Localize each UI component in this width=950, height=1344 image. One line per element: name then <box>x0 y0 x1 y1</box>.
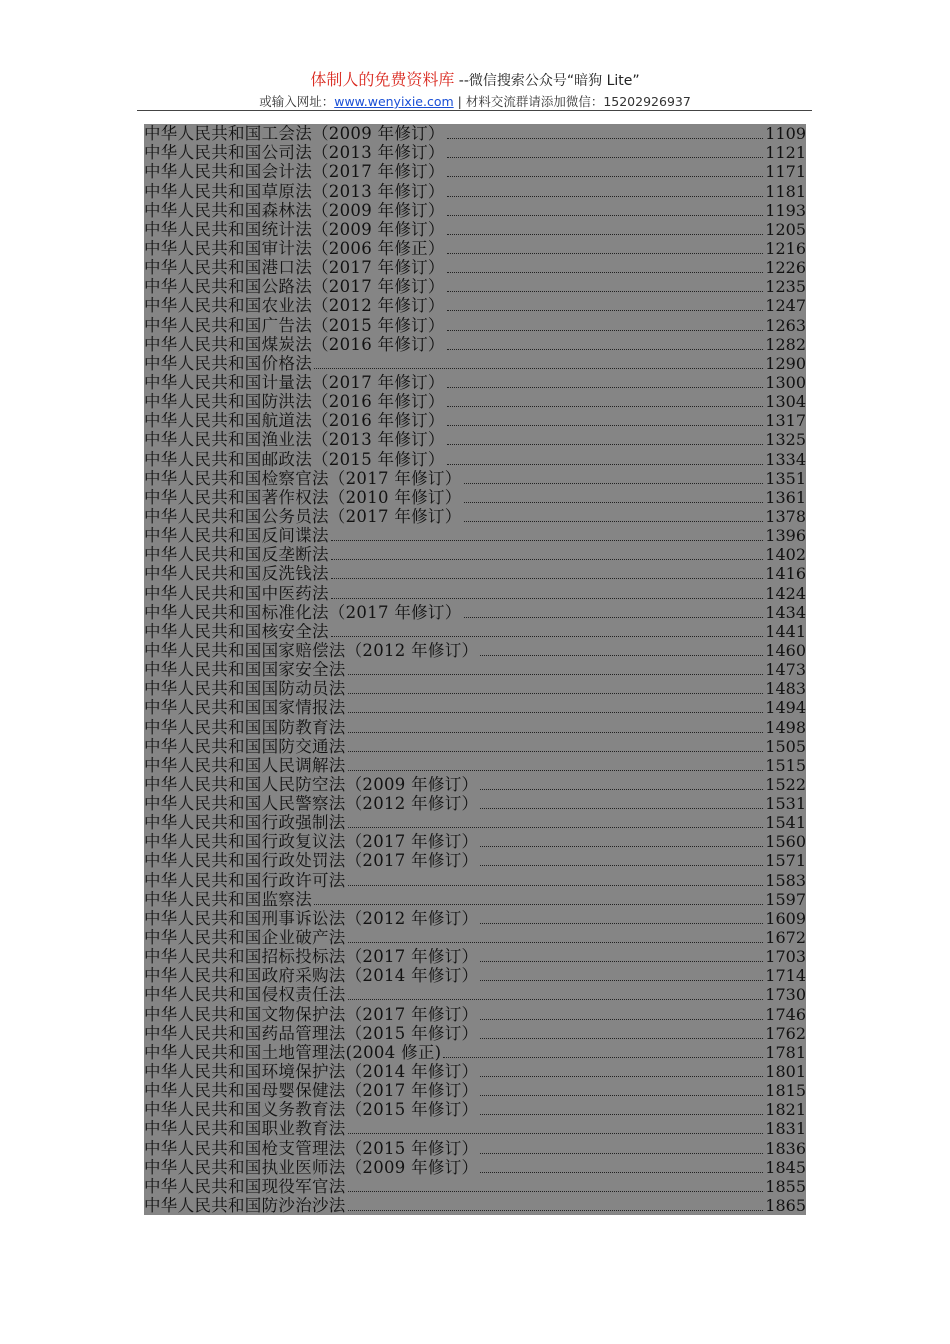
toc-entry-title: 中华人民共和国反垄断法 <box>144 545 329 565</box>
toc-entry[interactable] <box>144 832 806 851</box>
toc-entry-title: 中华人民共和国监察法 <box>144 889 312 909</box>
toc-entry[interactable] <box>144 162 806 181</box>
toc-entry-title: 中华人民共和国防洪法（2016 年修订） <box>144 392 445 412</box>
toc-entry-title: 中华人民共和国义务教育法（2015 年修订） <box>144 1100 479 1120</box>
toc-entry[interactable] <box>144 1081 806 1100</box>
toc-entry-page-number: 1522 <box>765 774 806 794</box>
toc-leader-dots <box>464 520 764 522</box>
toc-leader-dots <box>331 539 763 541</box>
toc-entry-page-number: 1334 <box>765 449 806 469</box>
toc-leader-dots <box>447 214 764 216</box>
toc-entry-title: 中华人民共和国检察官法（2017 年修订） <box>144 468 462 488</box>
toc-entry[interactable] <box>144 947 806 966</box>
toc-entry-title: 中华人民共和国药品管理法（2015 年修订） <box>144 1023 479 1043</box>
toc-entry[interactable] <box>144 1158 806 1177</box>
toc-entry-title: 中华人民共和国行政处罚法（2017 年修订） <box>144 851 479 871</box>
toc-entry-title: 中华人民共和国国防教育法 <box>144 717 346 737</box>
page-header <box>0 70 950 111</box>
toc-entry-title: 中华人民共和国政府采购法（2014 年修订） <box>144 966 479 986</box>
toc-entry-page-number: 1263 <box>765 315 806 335</box>
toc-entry-title: 中华人民共和国航道法（2016 年修订） <box>144 411 445 431</box>
toc-entry-title: 中华人民共和国招标投标法（2017 年修订） <box>144 947 479 967</box>
toc-entry-title: 中华人民共和国国防交通法 <box>144 736 346 756</box>
toc-leader-dots <box>447 252 764 254</box>
toc-entry[interactable] <box>144 392 806 411</box>
toc-entry[interactable] <box>144 239 806 258</box>
toc-leader-dots <box>348 769 764 771</box>
toc-entry-title: 中华人民共和国煤炭法（2016 年修订） <box>144 334 445 354</box>
toc-entry-page-number: 1821 <box>765 1100 806 1120</box>
toc-entry[interactable] <box>144 373 806 392</box>
toc-leader-dots <box>447 463 764 465</box>
toc-entry-page-number: 1351 <box>765 468 806 488</box>
toc-entry-page-number: 1460 <box>765 640 806 660</box>
toc-leader-dots <box>480 1018 763 1020</box>
toc-entry-page-number: 1171 <box>765 162 806 182</box>
toc-leader-dots <box>480 788 763 790</box>
toc-entry-page-number: 1560 <box>765 832 806 852</box>
toc-entry-page-number: 1216 <box>765 238 806 258</box>
toc-leader-dots <box>447 195 764 197</box>
toc-entry-page-number: 1703 <box>765 947 806 967</box>
toc-entry-page-number: 1247 <box>765 296 806 316</box>
toc-leader-dots <box>447 271 764 273</box>
toc-entry-title: 中华人民共和国刑事诉讼法（2012 年修订） <box>144 908 479 928</box>
toc-entry[interactable] <box>144 1119 806 1138</box>
toc-entry-page-number: 1815 <box>765 1081 806 1101</box>
toc-entry[interactable] <box>144 1004 806 1023</box>
toc-entry-title: 中华人民共和国广告法（2015 年修订） <box>144 315 445 335</box>
toc-leader-dots <box>348 731 764 733</box>
toc-entry-page-number: 1416 <box>765 564 806 584</box>
toc-leader-dots <box>480 1152 763 1154</box>
toc-entry-page-number: 1781 <box>765 1042 806 1062</box>
toc-entry[interactable] <box>144 813 806 832</box>
toc-leader-dots <box>348 673 764 675</box>
toc-entry[interactable] <box>144 583 806 602</box>
toc-entry[interactable] <box>144 258 806 277</box>
toc-entry-page-number: 1583 <box>765 870 806 890</box>
toc-entry-page-number: 1226 <box>765 258 806 278</box>
toc-entry-page-number: 1193 <box>765 200 806 220</box>
toc-entry[interactable] <box>144 909 806 928</box>
toc-leader-dots <box>480 960 763 962</box>
toc-entry-page-number: 1290 <box>765 353 806 373</box>
toc-entry-page-number: 1505 <box>765 736 806 756</box>
toc-entry[interactable] <box>144 737 806 756</box>
toc-entry[interactable] <box>144 315 806 334</box>
toc-entry-title: 中华人民共和国标准化法（2017 年修订） <box>144 602 462 622</box>
toc-entry[interactable] <box>144 430 806 449</box>
header-divider <box>137 110 812 111</box>
toc-entry-page-number: 1304 <box>765 392 806 412</box>
toc-leader-dots <box>464 482 764 484</box>
toc-entry-title: 中华人民共和国职业教育法 <box>144 1119 346 1139</box>
toc-entry-page-number: 1865 <box>765 1196 806 1216</box>
toc-leader-dots <box>464 616 764 618</box>
toc-leader-dots <box>480 807 763 809</box>
toc-leader-dots <box>480 1037 763 1039</box>
toc-entry-page-number: 1473 <box>765 660 806 680</box>
toc-entry-title: 中华人民共和国审计法（2006 年修正） <box>144 238 445 258</box>
toc-entry[interactable] <box>144 794 806 813</box>
toc-entry[interactable] <box>144 124 806 143</box>
toc-leader-dots <box>447 424 764 426</box>
toc-entry[interactable] <box>144 296 806 315</box>
toc-entry-title: 中华人民共和国侵权责任法 <box>144 985 346 1005</box>
toc-leader-dots <box>331 597 763 599</box>
toc-leader-dots <box>314 903 763 905</box>
toc-leader-dots <box>447 309 764 311</box>
toc-entry[interactable] <box>144 870 806 889</box>
toc-entry[interactable] <box>144 488 806 507</box>
toc-entry[interactable] <box>144 928 806 947</box>
toc-entry-page-number: 1434 <box>765 602 806 622</box>
toc-entry-title: 中华人民共和国现役军官法 <box>144 1176 346 1196</box>
toc-entry-title: 中华人民共和国国防动员法 <box>144 679 346 699</box>
toc-entry-title: 中华人民共和国国家情报法 <box>144 698 346 718</box>
toc-leader-dots <box>447 348 764 350</box>
toc-leader-dots <box>480 654 763 656</box>
toc-entry-title: 中华人民共和国土地管理法(2004 修正) <box>144 1042 442 1062</box>
toc-entry-title: 中华人民共和国行政强制法 <box>144 813 346 833</box>
toc-entry-page-number: 1441 <box>765 621 806 641</box>
toc-leader-dots <box>447 329 764 331</box>
toc-entry[interactable] <box>144 660 806 679</box>
toc-entry-page-number: 1361 <box>765 487 806 507</box>
toc-entry[interactable] <box>144 526 806 545</box>
toc-entry-page-number: 1714 <box>765 966 806 986</box>
toc-entry-page-number: 1424 <box>765 583 806 603</box>
brand-title: 体制人的免费资料库 <box>310 70 455 89</box>
wechat-contact: | 材料交流群请添加微信：15202926937 <box>453 94 691 109</box>
toc-entry-title: 中华人民共和国著作权法（2010 年修订） <box>144 487 462 507</box>
toc-entry-title: 中华人民共和国国家安全法 <box>144 660 346 680</box>
toc-entry-title: 中华人民共和国森林法（2009 年修订） <box>144 200 445 220</box>
toc-leader-dots <box>447 405 764 407</box>
toc-entry[interactable] <box>144 201 806 220</box>
toc-entry-page-number: 1609 <box>765 908 806 928</box>
toc-leader-dots <box>447 156 764 158</box>
toc-entry[interactable] <box>144 679 806 698</box>
toc-entry[interactable] <box>144 469 806 488</box>
toc-leader-dots <box>348 692 764 694</box>
toc-entry-title: 中华人民共和国价格法 <box>144 353 312 373</box>
toc-entry-title: 中华人民共和国反洗钱法 <box>144 564 329 584</box>
toc-entry-title: 中华人民共和国人民调解法 <box>144 755 346 775</box>
toc-leader-dots <box>443 1056 763 1058</box>
toc-entry[interactable] <box>144 545 806 564</box>
toc-entry[interactable] <box>144 698 806 717</box>
toc-entry-page-number: 1801 <box>765 1062 806 1082</box>
toc-entry[interactable] <box>144 220 806 239</box>
toc-leader-dots <box>447 386 764 388</box>
toc-entry[interactable] <box>144 717 806 736</box>
toc-entry[interactable] <box>144 641 806 660</box>
toc-entry-title: 中华人民共和国会计法（2017 年修订） <box>144 162 445 182</box>
toc-entry[interactable] <box>144 1100 806 1119</box>
toc-entry-page-number: 1109 <box>765 124 806 144</box>
toc-leader-dots <box>331 558 763 560</box>
toc-entry[interactable] <box>144 449 806 468</box>
toc-entry-title: 中华人民共和国执业医师法（2009 年修订） <box>144 1157 479 1177</box>
toc-entry[interactable] <box>144 1043 806 1062</box>
toc-entry-page-number: 1855 <box>765 1176 806 1196</box>
toc-entry-page-number: 1282 <box>765 334 806 354</box>
toc-entry-title: 中华人民共和国防沙治沙法 <box>144 1196 346 1216</box>
toc-entry-title: 中华人民共和国行政许可法 <box>144 870 346 890</box>
toc-entry-page-number: 1317 <box>765 411 806 431</box>
toc-entry-page-number: 1571 <box>765 851 806 871</box>
toc-entry[interactable] <box>144 756 806 775</box>
toc-entry-page-number: 1235 <box>765 277 806 297</box>
toc-entry-title: 中华人民共和国行政复议法（2017 年修订） <box>144 832 479 852</box>
toc-entry-title: 中华人民共和国港口法（2017 年修订） <box>144 258 445 278</box>
toc-leader-dots <box>348 826 764 828</box>
toc-entry-title: 中华人民共和国中医药法 <box>144 583 329 603</box>
toc-entry-title: 中华人民共和国工会法（2009 年修订） <box>144 124 445 144</box>
toc-entry[interactable] <box>144 1024 806 1043</box>
toc-leader-dots <box>480 864 763 866</box>
toc-leader-dots <box>480 1113 763 1115</box>
toc-entry[interactable] <box>144 354 806 373</box>
toc-leader-dots <box>348 1209 764 1211</box>
header-tagline-line <box>0 70 950 91</box>
toc-leader-dots <box>480 922 763 924</box>
toc-entry-title: 中华人民共和国公务员法（2017 年修订） <box>144 506 462 526</box>
toc-entry-page-number: 1730 <box>765 985 806 1005</box>
toc-entry[interactable] <box>144 603 806 622</box>
toc-entry[interactable] <box>144 1062 806 1081</box>
toc-entry[interactable] <box>144 851 806 870</box>
toc-entry[interactable] <box>144 890 806 909</box>
toc-entry-title: 中华人民共和国企业破产法 <box>144 928 346 948</box>
toc-entry-page-number: 1746 <box>765 1004 806 1024</box>
toc-entry-page-number: 1300 <box>765 372 806 392</box>
toc-entry-title: 中华人民共和国草原法（2013 年修订） <box>144 181 445 201</box>
toc-entry-page-number: 1205 <box>765 219 806 239</box>
toc-leader-dots <box>447 137 764 139</box>
toc-entry-title: 中华人民共和国国家赔偿法（2012 年修订） <box>144 640 479 660</box>
toc-leader-dots <box>314 367 763 369</box>
toc-entry-page-number: 1121 <box>765 143 806 163</box>
toc-leader-dots <box>348 1190 764 1192</box>
toc-leader-dots <box>331 635 763 637</box>
toc-leader-dots <box>348 941 764 943</box>
toc-entry-page-number: 1483 <box>765 679 806 699</box>
toc-entry[interactable] <box>144 985 806 1004</box>
toc-entry-title: 中华人民共和国计量法（2017 年修订） <box>144 372 445 392</box>
toc-entry-page-number: 1597 <box>765 889 806 909</box>
toc-entry[interactable] <box>144 1196 806 1215</box>
toc-entry[interactable] <box>144 411 806 430</box>
toc-entry-page-number: 1515 <box>765 755 806 775</box>
toc-entry[interactable] <box>144 507 806 526</box>
toc-entry-page-number: 1672 <box>765 928 806 948</box>
toc-leader-dots <box>480 1094 763 1096</box>
toc-leader-dots <box>348 884 764 886</box>
wechat-tagline: --微信搜索公众号“暗狗 Lite” <box>454 73 640 89</box>
toc-leader-dots <box>447 233 764 235</box>
toc-leader-dots <box>480 979 763 981</box>
toc-leader-dots <box>348 750 764 752</box>
toc-entry[interactable] <box>144 564 806 583</box>
toc-entry-title: 中华人民共和国枪支管理法（2015 年修订） <box>144 1138 479 1158</box>
toc-leader-dots <box>348 711 764 713</box>
toc-entry[interactable] <box>144 966 806 985</box>
toc-entry-title: 中华人民共和国人民警察法（2012 年修订） <box>144 794 479 814</box>
toc-leader-dots <box>447 175 764 177</box>
toc-entry-title: 中华人民共和国农业法（2012 年修订） <box>144 296 445 316</box>
toc-entry-page-number: 1498 <box>765 717 806 737</box>
toc-entry[interactable] <box>144 1138 806 1157</box>
toc-leader-dots <box>480 1171 763 1173</box>
toc-entry-title: 中华人民共和国环境保护法（2014 年修订） <box>144 1062 479 1082</box>
header-contact-line <box>0 93 950 111</box>
toc-leader-dots <box>348 998 764 1000</box>
toc-entry-title: 中华人民共和国核安全法 <box>144 621 329 641</box>
toc-entry[interactable] <box>144 622 806 641</box>
toc-entry-page-number: 1494 <box>765 698 806 718</box>
toc-entry-page-number: 1762 <box>765 1023 806 1043</box>
url-prefix: 或输入网址： <box>259 94 335 109</box>
toc-entry[interactable] <box>144 1177 806 1196</box>
toc-leader-dots <box>447 290 764 292</box>
toc-entry-title: 中华人民共和国人民防空法（2009 年修订） <box>144 774 479 794</box>
toc-leader-dots <box>480 1075 763 1077</box>
toc-entry-title: 中华人民共和国统计法（2009 年修订） <box>144 219 445 239</box>
toc-entry[interactable] <box>144 143 806 162</box>
toc-entry[interactable] <box>144 335 806 354</box>
toc-entry-title: 中华人民共和国公司法（2013 年修订） <box>144 143 445 163</box>
toc-entry-title: 中华人民共和国公路法（2017 年修订） <box>144 277 445 297</box>
toc-entry-page-number: 1402 <box>765 545 806 565</box>
toc-entry-page-number: 1831 <box>765 1119 806 1139</box>
toc-entry-title: 中华人民共和国渔业法（2013 年修订） <box>144 430 445 450</box>
toc-entry[interactable] <box>144 277 806 296</box>
toc-entry-page-number: 1541 <box>765 813 806 833</box>
toc-leader-dots <box>480 845 763 847</box>
table-of-contents <box>144 124 806 1215</box>
toc-entry-title: 中华人民共和国文物保护法（2017 年修订） <box>144 1004 479 1024</box>
toc-entry-title: 中华人民共和国母婴保健法（2017 年修订） <box>144 1081 479 1101</box>
toc-entry[interactable] <box>144 775 806 794</box>
toc-entry-page-number: 1531 <box>765 794 806 814</box>
toc-entry-page-number: 1845 <box>765 1157 806 1177</box>
toc-entry-page-number: 1181 <box>765 181 806 201</box>
toc-entry-title: 中华人民共和国邮政法（2015 年修订） <box>144 449 445 469</box>
toc-leader-dots <box>331 577 763 579</box>
toc-leader-dots <box>348 1132 764 1134</box>
website-link[interactable]: www.wenyixie.com <box>334 94 454 109</box>
toc-entry[interactable] <box>144 181 806 200</box>
toc-leader-dots <box>464 501 764 503</box>
toc-entry-page-number: 1325 <box>765 430 806 450</box>
toc-entry-page-number: 1378 <box>765 506 806 526</box>
toc-entry-page-number: 1836 <box>765 1138 806 1158</box>
toc-leader-dots <box>447 443 764 445</box>
toc-entry-title: 中华人民共和国反间谍法 <box>144 526 329 546</box>
toc-entry-page-number: 1396 <box>765 526 806 546</box>
